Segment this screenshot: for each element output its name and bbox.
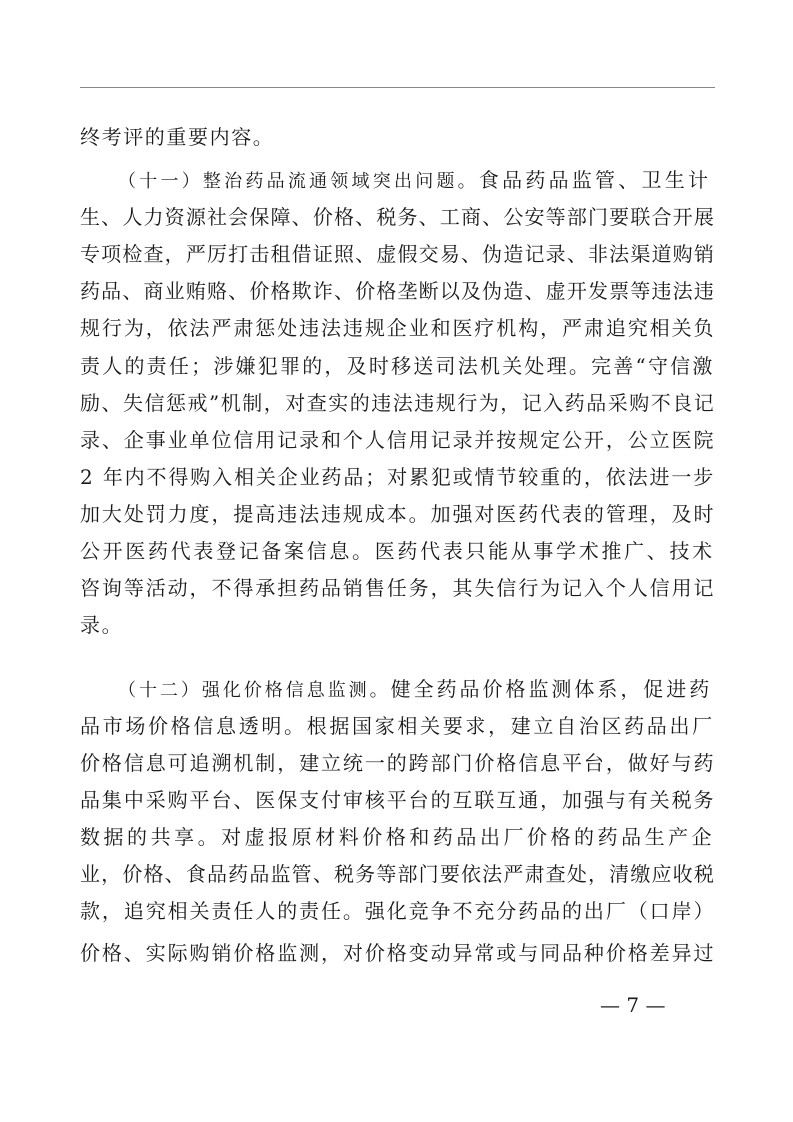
text-line: 加大处罚力度，提高违法违规成本。加强对医药代表的管理，及时 bbox=[80, 502, 716, 526]
text-line: 药品、商业贿赂、价格欺诈、价格垄断以及伪造、虚开发票等违法违 bbox=[80, 279, 715, 303]
text-line: 责人的责任；涉嫌犯罪的，及时移送司法机关处理。完善“守信激 bbox=[80, 354, 715, 378]
text-line: 录。 bbox=[80, 613, 124, 637]
text-line: 款，追究相关责任人的责任。强化竞争不充分药品的出厂（口岸） bbox=[80, 899, 716, 923]
header-rule bbox=[80, 87, 715, 88]
text-line: 品市场价格信息透明。根据国家相关要求，建立自治区药品出厂 bbox=[80, 714, 715, 738]
text-line: 生、人力资源社会保障、价格、税务、工商、公安等部门要联合开展 bbox=[80, 205, 715, 229]
text-line: 终考评的重要内容。 bbox=[80, 125, 275, 149]
text-line: 励、失信惩戒”机制，对查实的违法违规行为，记入药品采购不良记 bbox=[80, 391, 716, 415]
text-line: 业，价格、食品药品监管、税务等部门要依法严肃查处，清缴应收税 bbox=[80, 862, 715, 886]
section-heading: （十二）强化价格信息监测。 bbox=[118, 680, 391, 701]
text-line: 2 年内不得购入相关企业药品；对累犯或情节较重的，依法进一步 bbox=[80, 465, 716, 489]
text-line: 价格信息可追溯机制，建立统一的跨部门价格信息平台，做好与药 bbox=[80, 751, 716, 775]
text-line: 录、企事业单位信用记录和个人信用记录并按规定公开，公立医院 bbox=[80, 428, 716, 452]
section-heading: （十一）整治药品流通领域突出问题。 bbox=[118, 171, 479, 192]
text-line: 价格、实际购销价格监测，对价格变动异常或与同品种价格差异过 bbox=[80, 941, 716, 965]
text-line: 品集中采购平台、医保支付审核平台的互联互通，加强与有关税务 bbox=[80, 788, 716, 812]
page-number: — 7 — bbox=[600, 993, 666, 1017]
paragraph-first-line bbox=[118, 677, 712, 703]
text-span: 健全药品价格监测体系，促进药 bbox=[390, 677, 713, 701]
text-line: 专项检查，严厉打击租借证照、虚假交易、伪造记录、非法渠道购销 bbox=[80, 242, 715, 266]
text-line: 咨询等活动，不得承担药品销售任务，其失信行为记入个人信用记 bbox=[80, 576, 716, 600]
text-line: 数据的共享。对虚报原材料价格和药品出厂价格的药品生产企 bbox=[80, 825, 716, 849]
paragraph-first-line bbox=[118, 168, 711, 194]
text-span: 食品药品监管、卫生计 bbox=[478, 168, 712, 192]
text-line: 规行为，依法严肃惩处违法违规企业和医疗机构，严肃追究相关负 bbox=[80, 316, 716, 340]
text-line: 公开医药代表登记备案信息。医药代表只能从事学术推广、技术 bbox=[80, 539, 715, 563]
